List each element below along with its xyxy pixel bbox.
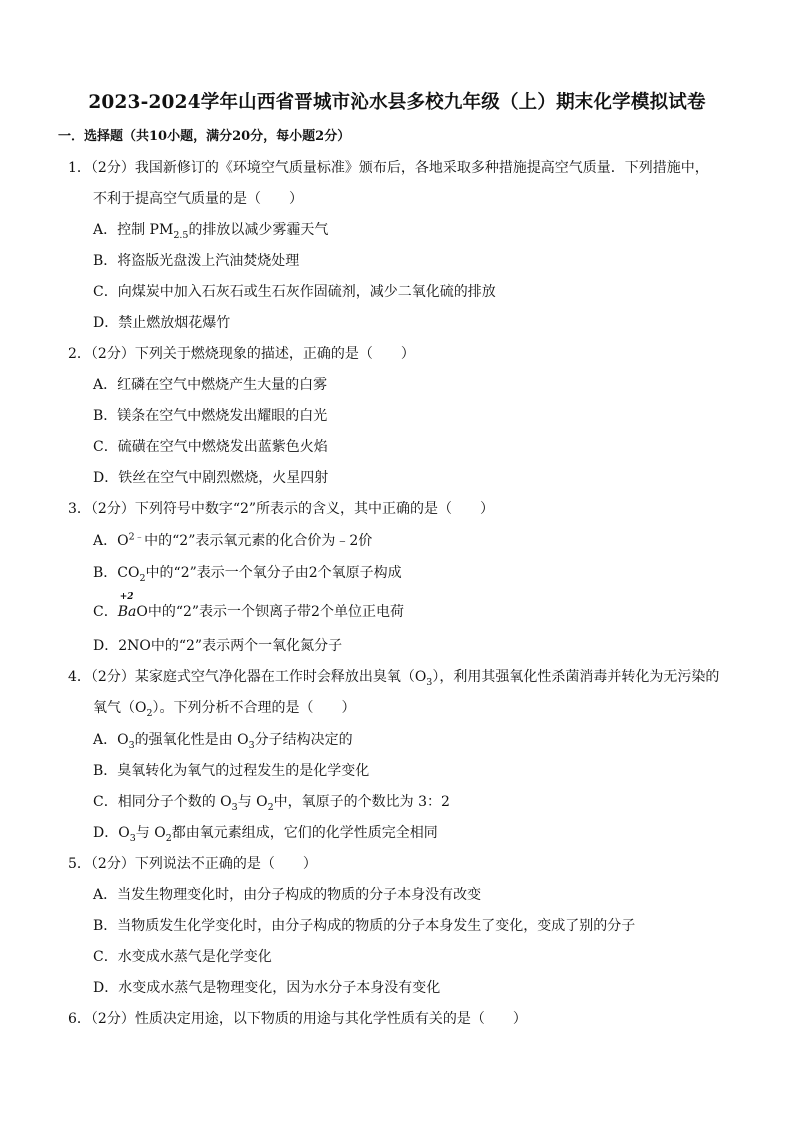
question-1-option-c: C．向煤炭中加入石灰石或生石灰作固硫剂，减少二氧化硫的排放 bbox=[93, 284, 496, 300]
question-5-stem: 5．（2分）下列说法不正确的是（ ） bbox=[68, 856, 317, 872]
question-3-stem: 3．（2分）下列符号中数字“2”所表示的含义，其中正确的是（ ） bbox=[68, 501, 495, 517]
question-5-option-d: D．水变成水蒸气是物理变化，因为水分子本身没有变化 bbox=[93, 980, 441, 996]
section-heading: 一．选择题（共10小题，满分20分，每小题2分） bbox=[58, 129, 351, 144]
question-2-option-a: A．红磷在空气中燃烧产生大量的白雾 bbox=[93, 377, 328, 393]
question-1-stem-line1: 1．（2分）我国新修订的《环境空气质量标准》颁布后，各地采取多种措施提高空气质量．下列措施中， bbox=[68, 160, 709, 176]
exam-title: 2023-2024学年山西省晋城市沁水县多校九年级（上）期末化学模拟试卷 bbox=[88, 92, 706, 113]
question-4-stem-line2: 氧气$(O_2)$。下列分析不合理的是（ ） bbox=[93, 700, 356, 719]
question-4-stem-line1: 4．（2分）某家庭式空气净化器在工作时会释放出臭氧$(O_3)$，利用其强氧化性杀菌消毒并转化为无污染的 bbox=[68, 669, 720, 688]
question-3-option-c: C． +2 BaO中的“2”表示一个钡离子带2个单位正电荷 bbox=[93, 592, 404, 620]
question-4-option-c: C．相同分子个数的 $O_3$与 $O_2$中，氧原子的个数比为 3：2 bbox=[93, 794, 450, 813]
question-3-option-d: D．2NO中的“2”表示两个一氧化氮分子 bbox=[93, 638, 343, 654]
question-5-option-a: A．当发生物理变化时，由分子构成的物质的分子本身没有改变 bbox=[93, 887, 482, 903]
question-5-option-b: B．当物质发生化学变化时，由分子构成的物质的分子本身发生了变化，变成了别的分子 bbox=[93, 918, 636, 934]
question-2-option-b: B．镁条在空气中燃烧发出耀眼的白光 bbox=[93, 408, 328, 424]
question-4-option-d: D．$O_3$与 $O_2$都由氧元素组成，它们的化学性质完全相同 bbox=[93, 825, 438, 844]
question-1-stem-line2: 不利于提高空气质量的是（ ） bbox=[93, 191, 303, 207]
question-2-option-d: D．铁丝在空气中剧烈燃烧，火星四射 bbox=[93, 470, 329, 486]
valence-mark: +2 bbox=[119, 592, 134, 602]
question-4-option-a: A．$O_3$的强氧化性是由 $O_3$分子结构决定的 bbox=[93, 732, 353, 751]
question-5-option-c: C．水变成水蒸气是化学变化 bbox=[93, 949, 272, 965]
barium-symbol: +2 Ba bbox=[117, 592, 137, 620]
question-4-option-b: B．臭氧转化为氧气的过程发生的是化学变化 bbox=[93, 763, 370, 779]
question-1-option-a: A．控制 $PM_{2.5}$的排放以减少雾霾天气 bbox=[93, 222, 329, 241]
question-2-stem: 2．（2分）下列关于燃烧现象的描述，正确的是（ ） bbox=[68, 346, 415, 362]
question-2-option-c: C．硫磺在空气中燃烧发出蓝紫色火焰 bbox=[93, 439, 328, 455]
question-3-option-b: B．$CO_2$中的“2”表示一个氧分子由2个氧原子构成 bbox=[93, 565, 402, 584]
question-1-option-b: B．将盗版光盘泼上汽油焚烧处理 bbox=[93, 253, 300, 269]
question-6-stem: 6．（2分）性质决定用途，以下物质的用途与其化学性质有关的是（ ） bbox=[68, 1011, 527, 1027]
question-3-option-a: A．$O^{2﹣}$中的“2”表示氧元素的化合价为﹣2价 bbox=[93, 531, 373, 549]
question-1-option-d: D．禁止燃放烟花爆竹 bbox=[93, 315, 231, 331]
